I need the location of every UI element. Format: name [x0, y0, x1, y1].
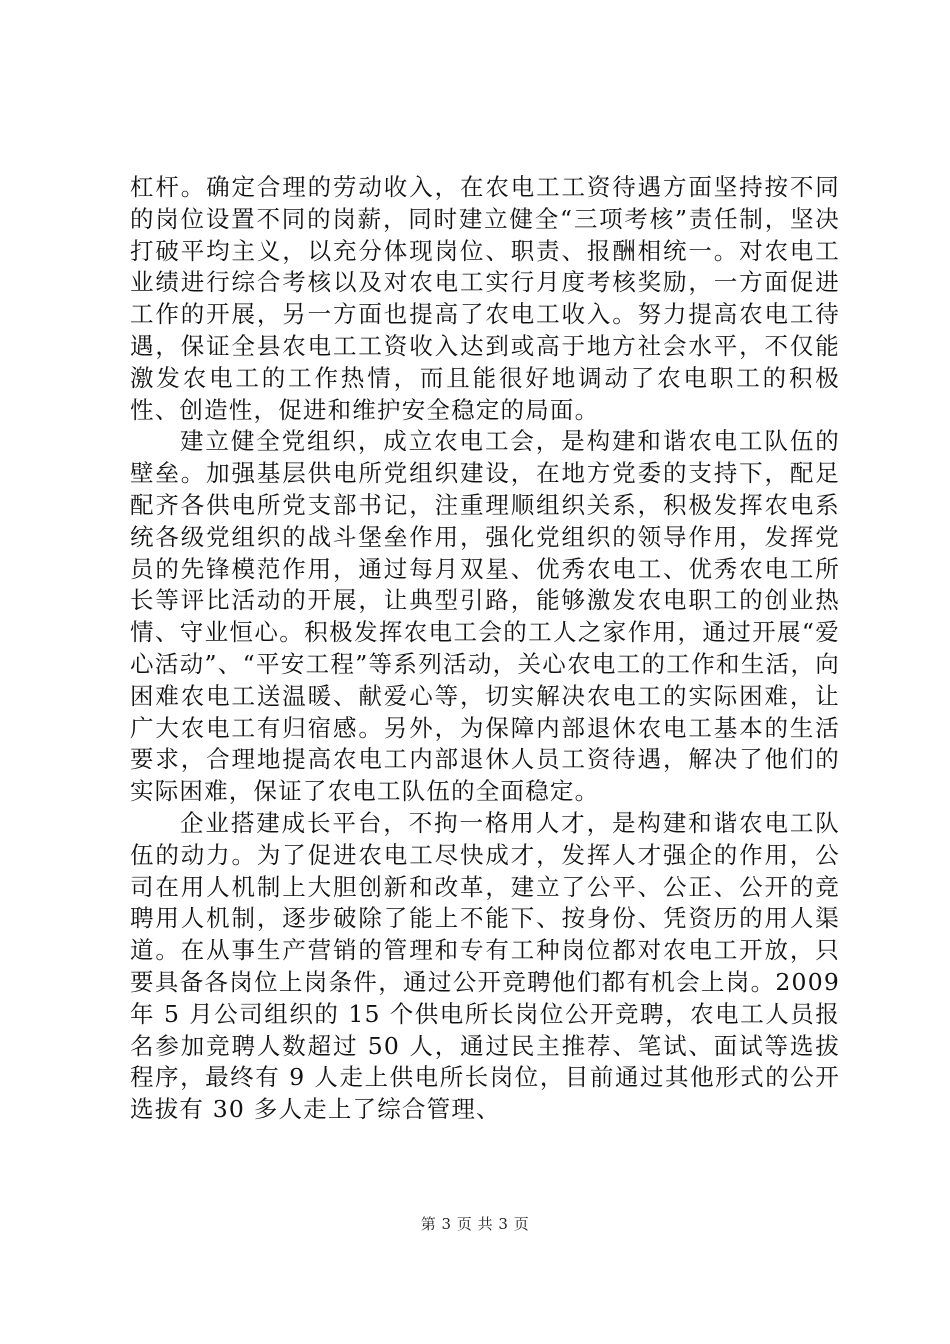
- paragraph-3: 企业搭建成长平台，不拘一格用人才，是构建和谐农电工队伍的动力。为了促进农电工尽快成才，发挥人才强企的作用，公司在用人机制上大胆创新和改革，建立了公平、公正、公开的竞聘用人机制，逐步破除了能上不能下、按身份、凭资历的用人渠道。在从事生产营销的管理和专有工种岗位都对农电工开放，只要具备各岗位上岗条件，通过公开竞聘他们都有机会上岗。2009 年 5 月公司组织的 15 个供电所长岗位公开竞聘，农电工人员报名参加竞聘人数超过 50 人，通过民主推荐、笔试、面试等选拔程序，最终有 9 人走上供电所长岗位，目前通过其他形式的公开选拔有 30 多人走上了综合管理、: [130, 808, 840, 1124]
- page-footer: 第 3 页 共 3 页: [420, 1215, 530, 1233]
- document-body: [130, 172, 840, 1126]
- paragraph-1: 杠杆。确定合理的劳动收入，在农电工工资待遇方面坚持按不同的岗位设置不同的岗薪，同时建立健全“三项考核”责任制，坚决打破平均主义，以充分体现岗位、职责、报酬相统一。对农电工业绩进行综合考核以及对农电工实行月度考核奖励，一方面促进工作的开展，另一方面也提高了农电工收入。努力提高农电工待遇，保证全县农电工工资收入达到或高于地方社会水平，不仅能激发农电工的工作热情，而且能很好地调动了农电职工的积极性、创造性，促进和维护安全稳定的局面。: [130, 173, 840, 424]
- paragraph-2: 建立健全党组织，成立农电工会，是构建和谐农电工队伍的壁垒。加强基层供电所党组织建设，在地方党委的支持下，配足配齐各供电所党支部书记，注重理顺组织关系，积极发挥农电系统各级党组织的战斗堡垒作用，强化党组织的领导作用，发挥党员的先锋模范作用，通过每月双星、优秀农电工、优秀农电工所长等评比活动的开展，让典型引路，能够激发农电职工的创业热情、守业恒心。积极发挥农电工会的工人之家作用，通过开展“爱心活动”、“平安工程”等系列活动，关心农电工的工作和生活，向困难农电工送温暖、献爱心等，切实解决农电工的实际困难，让广大农电工有归宿感。另外，为保障内部退休农电工基本的生活要求，合理地提高农电工内部退休人员工资待遇，解决了他们的实际困难，保证了农电工队伍的全面稳定。: [130, 427, 840, 806]
